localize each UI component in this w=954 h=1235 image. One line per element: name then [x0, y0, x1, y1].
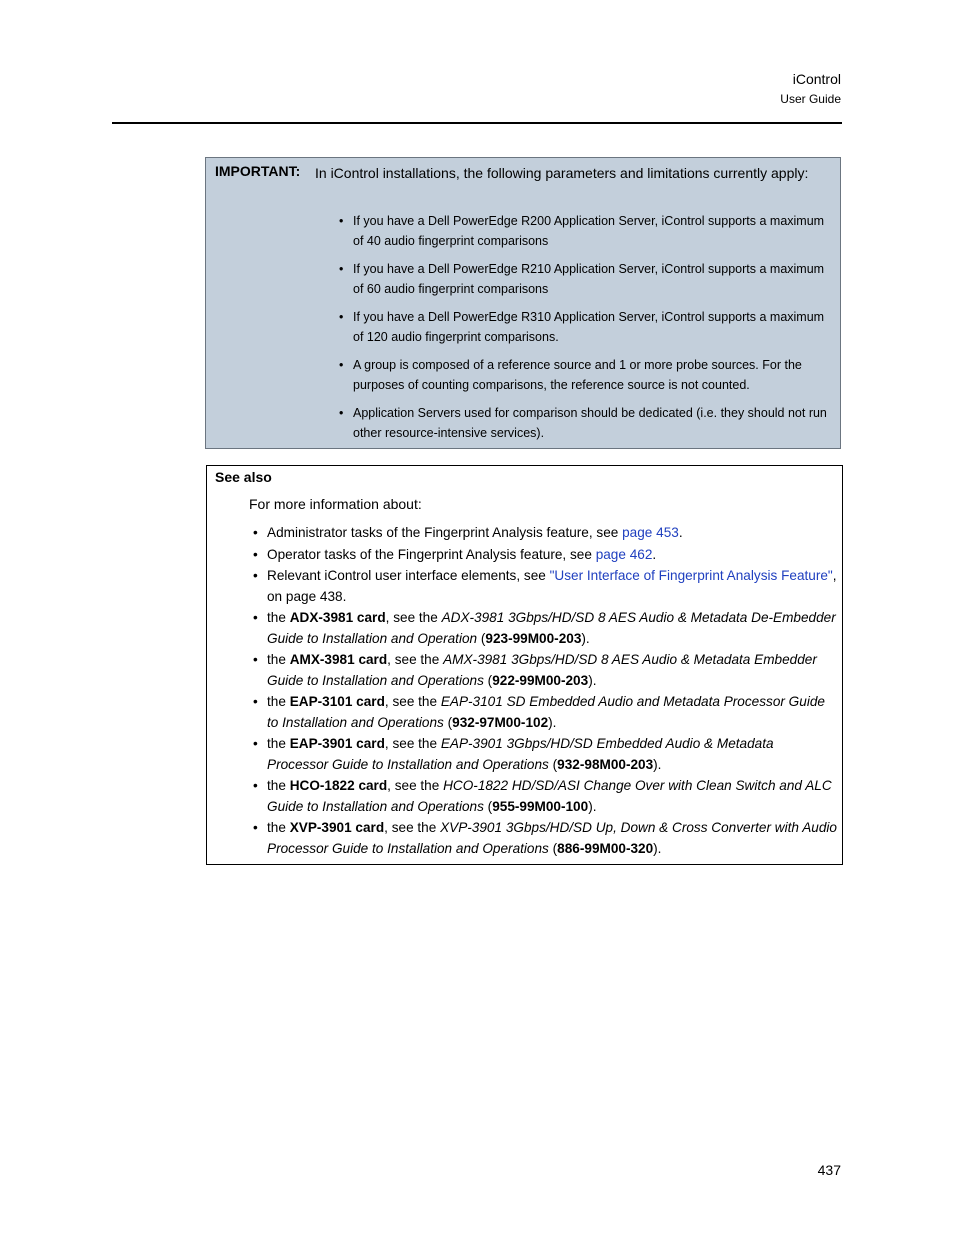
list-item: [253, 650, 838, 691]
important-label: IMPORTANT:: [215, 163, 301, 179]
item-text: , see the: [385, 610, 442, 625]
item-text: Administrator tasks of the Fingerprint Analysis feature, see: [267, 525, 623, 540]
important-list: [339, 211, 834, 451]
item-suffix: , on page 438.: [267, 568, 837, 604]
part-number: 886-99M00-320: [557, 840, 654, 856]
important-intro: In iControl installations, the following parameters and limitations currently apply:: [315, 165, 809, 181]
list-item: • Application Servers used for comparison should be dedicated (i.e. they should not run other resource-intensive services).: [339, 403, 834, 443]
item-text: Relevant iControl user interface elements, see: [267, 568, 550, 583]
guide-title: XVP-3901 3Gbps/HD/SD Up, Down & Cross Converter with Audio Processor Guide to Installation and Operations: [267, 820, 837, 856]
item-text: ).: [588, 798, 597, 814]
item-text: (: [443, 714, 453, 730]
important-note-box: [205, 157, 841, 449]
item-text: the: [267, 736, 290, 751]
see-also-title: See also: [215, 469, 272, 485]
list-item: • If you have a Dell PowerEdge R210 Application Server, iControl supports a maximum of 60 audio fingerprint comparisons: [339, 259, 834, 299]
page-462-link[interactable]: page 462: [595, 546, 653, 562]
guide-title: EAP-3901 3Gbps/HD/SD Embedded Audio & Metadata Processor Guide to Installation and Operations: [267, 736, 774, 772]
item-text: the: [267, 610, 290, 625]
item-text: (: [548, 756, 558, 772]
list-item: [253, 734, 838, 775]
item-text: (: [477, 630, 486, 646]
list-item: [253, 818, 838, 859]
item-suffix: .: [652, 546, 657, 562]
card-name: EAP-3101 card: [289, 694, 385, 709]
list-item: • If you have a Dell PowerEdge R310 Application Server, iControl supports a maximum of 120 audio fingerprint comparisons.: [339, 307, 834, 347]
header-title: iControl: [792, 71, 841, 87]
item-text: the: [267, 820, 290, 835]
part-number: 932-98M00-203: [557, 756, 654, 772]
item-text: , see the: [384, 820, 441, 835]
header-subtitle: User Guide: [780, 92, 841, 106]
list-item: • If you have a Dell PowerEdge R200 Application Server, iControl supports a maximum of 40 audio fingerprint comparisons: [339, 211, 834, 251]
item-text: , see the: [387, 652, 444, 667]
guide-title: AMX-3981 3Gbps/HD/SD 8 AES Audio & Metadata Embedder Guide to Installation and Operations: [267, 652, 817, 688]
page-number: 437: [817, 1162, 841, 1178]
item-text: (: [483, 672, 493, 688]
list-item: [253, 566, 838, 607]
list-item: [253, 523, 838, 544]
item-text: the: [267, 652, 290, 667]
see-also-box: [206, 465, 843, 865]
list-item: [253, 692, 838, 733]
item-text: , see the: [384, 694, 441, 709]
item-text: (: [483, 798, 493, 814]
header-divider: [112, 122, 842, 124]
see-also-intro: For more information about:: [249, 496, 422, 512]
item-text: , see the: [384, 736, 441, 751]
item-text: Operator tasks of the Fingerprint Analysis feature, see: [267, 546, 596, 562]
part-number: 932-97M00-102: [452, 714, 549, 730]
guide-title: ADX-3981 3Gbps/HD/SD 8 AES Audio & Metadata De-Embedder Guide to Installation and Operation: [267, 610, 836, 646]
item-text: ).: [588, 672, 597, 688]
item-text: ).: [548, 714, 557, 730]
item-text: ).: [653, 840, 662, 856]
see-also-list: [253, 523, 838, 860]
page-453-link[interactable]: page 453: [622, 525, 679, 540]
list-item: • A group is composed of a reference source and 1 or more probe sources. For the purposes of counting comparisons, the reference source is not counted.: [339, 355, 834, 395]
card-name: EAP-3901 card: [289, 736, 385, 751]
card-name: XVP-3901 card: [289, 820, 385, 835]
item-text: ).: [653, 756, 662, 772]
guide-title: EAP-3101 SD Embedded Audio and Metadata Processor Guide to Installation and Operations: [267, 694, 825, 730]
card-name: ADX-3981 card: [289, 610, 386, 625]
item-text: ).: [581, 630, 590, 646]
card-name: HCO-1822 card: [289, 778, 388, 793]
item-suffix: .: [678, 525, 683, 540]
guide-title: HCO-1822 HD/SD/ASI Change Over with Clean Switch and ALC Guide to Installation and Operations: [267, 778, 832, 814]
item-text: (: [548, 840, 558, 856]
list-item: [253, 776, 838, 817]
list-item: [253, 608, 838, 649]
card-name: AMX-3981 card: [289, 652, 388, 667]
item-text: the: [267, 778, 290, 793]
ui-fingerprint-link[interactable]: "User Interface of Fingerprint Analysis Feature": [549, 568, 833, 583]
part-number: 923-99M00-203: [485, 630, 582, 646]
part-number: 922-99M00-203: [492, 672, 589, 688]
item-text: , see the: [387, 778, 444, 793]
list-item: [253, 545, 838, 566]
part-number: 955-99M00-100: [492, 798, 589, 814]
item-text: the: [267, 694, 290, 709]
